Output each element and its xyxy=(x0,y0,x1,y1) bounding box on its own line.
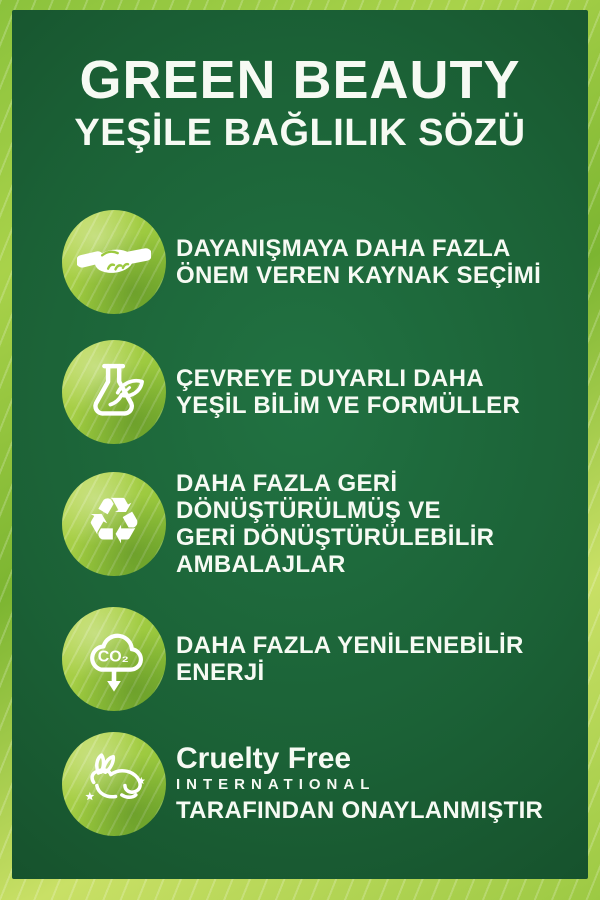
benefit-line: GERİ DÖNÜŞTÜRÜLEBİLİR xyxy=(176,524,495,551)
green-commitment-panel xyxy=(12,10,588,879)
benefit-text xyxy=(176,235,541,289)
benefit-text xyxy=(176,365,520,419)
benefit-row-energy xyxy=(62,607,570,711)
benefit-text xyxy=(176,470,494,578)
benefit-line: DAHA FAZLA GERİ xyxy=(176,470,398,497)
benefit-row-cruelty-free xyxy=(62,732,570,836)
page-title: GREEN BEAUTY xyxy=(79,50,521,110)
co2-reduction-icon xyxy=(62,607,166,711)
benefit-line: ÇEVREYE DUYARLI DAHA xyxy=(176,365,484,392)
handshake-icon xyxy=(62,210,166,314)
flask-leaf-icon xyxy=(62,340,166,444)
benefit-text xyxy=(176,632,524,686)
benefit-line: ENERJİ xyxy=(176,659,265,686)
benefit-line: ÖNEM VEREN KAYNAK SEÇİMİ xyxy=(176,262,542,289)
benefit-line: DÖNÜŞTÜRÜLMÜŞ VE xyxy=(176,497,441,524)
benefit-line: TARAFINDAN ONAYLANMIŞTIR xyxy=(176,797,544,824)
recycle-glyph: ♻ xyxy=(85,485,143,559)
leaping-bunny-icon xyxy=(62,732,166,836)
benefit-row-packaging xyxy=(62,472,570,576)
benefit-row-science xyxy=(62,340,570,444)
benefit-line: DAYANIŞMAYA DAHA FAZLA xyxy=(176,235,511,262)
benefit-line: YEŞİL BİLİM VE FORMÜLLER xyxy=(176,392,521,419)
cruelty-free-brand-sub: INTERNATIONAL xyxy=(176,776,376,793)
benefit-line: DAHA FAZLA YENİLENEBİLİR xyxy=(176,632,524,659)
benefit-row-sourcing xyxy=(62,210,570,314)
recycle-icon xyxy=(62,472,166,576)
benefit-text xyxy=(176,743,543,825)
page-subtitle: YEŞİLE BAĞLILIK SÖZÜ xyxy=(74,112,526,154)
co2-label: CO₂ xyxy=(97,648,129,666)
cruelty-free-brand: Cruelty Free xyxy=(176,742,352,775)
benefit-line: AMBALAJLAR xyxy=(176,551,346,578)
header xyxy=(12,52,588,154)
